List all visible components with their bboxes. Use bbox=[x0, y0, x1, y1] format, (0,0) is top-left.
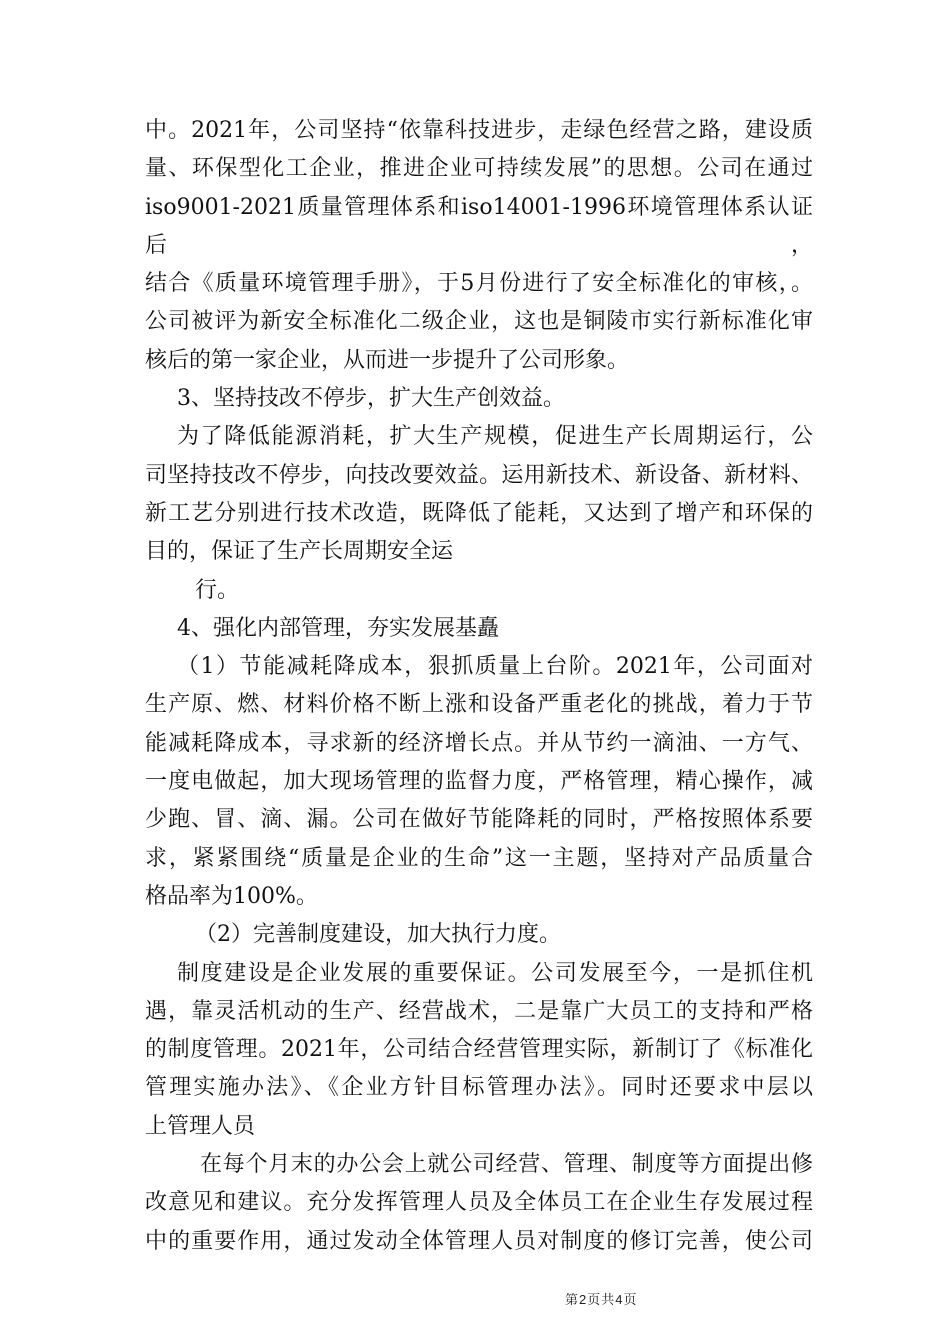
text-line: 4、强化内部管理，夯实发展基矗 bbox=[177, 615, 499, 641]
text-line: 目的，保证了生产长周期安全运 bbox=[145, 539, 454, 565]
text-line: 的制度管理。2021年，公司结合经营管理实际，新制订了《标准化 bbox=[145, 1037, 813, 1063]
text-line: 格品率为100%。 bbox=[145, 883, 318, 909]
page-number: 第2页共4页 bbox=[565, 1291, 638, 1307]
text-line: 结合《质量环境管理手册》，于5月份进行了安全标准化的审核，。 bbox=[145, 271, 813, 297]
text-line: 生产原、燃、材料价格不断上涨和设备严重老化的挑战，着力于节 bbox=[145, 692, 813, 718]
text-line: 为了降低能源消耗，扩大生产规模，促进生产长周期运行，公 bbox=[177, 424, 813, 450]
text-line: 在每个月末的办公会上就公司经营、管理、制度等方面提出修 bbox=[200, 1152, 813, 1178]
text-line: 一度电做起，加大现场管理的监督力度，严格管理，精心操作，减 bbox=[145, 769, 813, 795]
document-body bbox=[145, 112, 813, 1261]
text-line: 中的重要作用，通过发动全体管理人员对制度的修订完善，使公司 bbox=[145, 1228, 813, 1254]
text-line: 少跑、冒、滴、漏。公司在做好节能降耗的同时，严格按照体系要 bbox=[145, 807, 813, 833]
text-line: 量、环保型化工企业，推进企业可持续发展”的思想。公司在通过 bbox=[145, 156, 813, 182]
text-line: 行。 bbox=[195, 577, 240, 603]
text-line: 新工艺分别进行技术改造，既降低了能耗，又达到了增产和环保的 bbox=[145, 500, 813, 526]
text-line: 求，紧紧围绕“质量是企业的生命”这一主题，坚持对产品质量合 bbox=[145, 845, 813, 871]
text-line: 制度建设是企业发展的重要保证。公司发展至今，一是抓住机 bbox=[177, 960, 813, 986]
text-line: 管理实施办法》、《企业方针目标管理办法》。同时还要求中层以 bbox=[145, 1075, 813, 1101]
text-line: 遇，靠灵活机动的生产、经营战术，二是靠广大员工的支持和严格 bbox=[145, 998, 813, 1024]
text-line: 3、坚持技改不停步，扩大生产创效益。 bbox=[177, 386, 565, 412]
text-line: 公司被评为新安全标准化二级企业，这也是铜陵市实行新标准化审 bbox=[145, 309, 813, 335]
text-line: 司坚持技改不停步，向技改要效益。运用新技术、新设备、新材料、 bbox=[145, 462, 813, 488]
text-line: 核后的第一家企业，从而进一步提升了公司形象。 bbox=[145, 347, 630, 373]
text-line: 能减耗降成本，寻求新的经济增长点。并从节约一滴油、一方气、 bbox=[145, 730, 813, 756]
text-line: 上管理人员 bbox=[145, 1113, 256, 1139]
text-line: iso9001-2021质量管理体系和iso14001-1996环境管理体系认证后， bbox=[145, 194, 813, 258]
text-line: （2）完善制度建设，加大执行力度。 bbox=[195, 922, 561, 948]
text-line: （1）节能减耗降成本，狠抓质量上台阶。2021年，公司面对 bbox=[177, 654, 813, 680]
text-line: 改意见和建议。充分发挥管理人员及全体员工在企业生存发展过程 bbox=[145, 1190, 813, 1216]
text-line: 中。2021年，公司坚持“依靠科技进步，走绿色经营之路，建设质 bbox=[145, 118, 813, 143]
